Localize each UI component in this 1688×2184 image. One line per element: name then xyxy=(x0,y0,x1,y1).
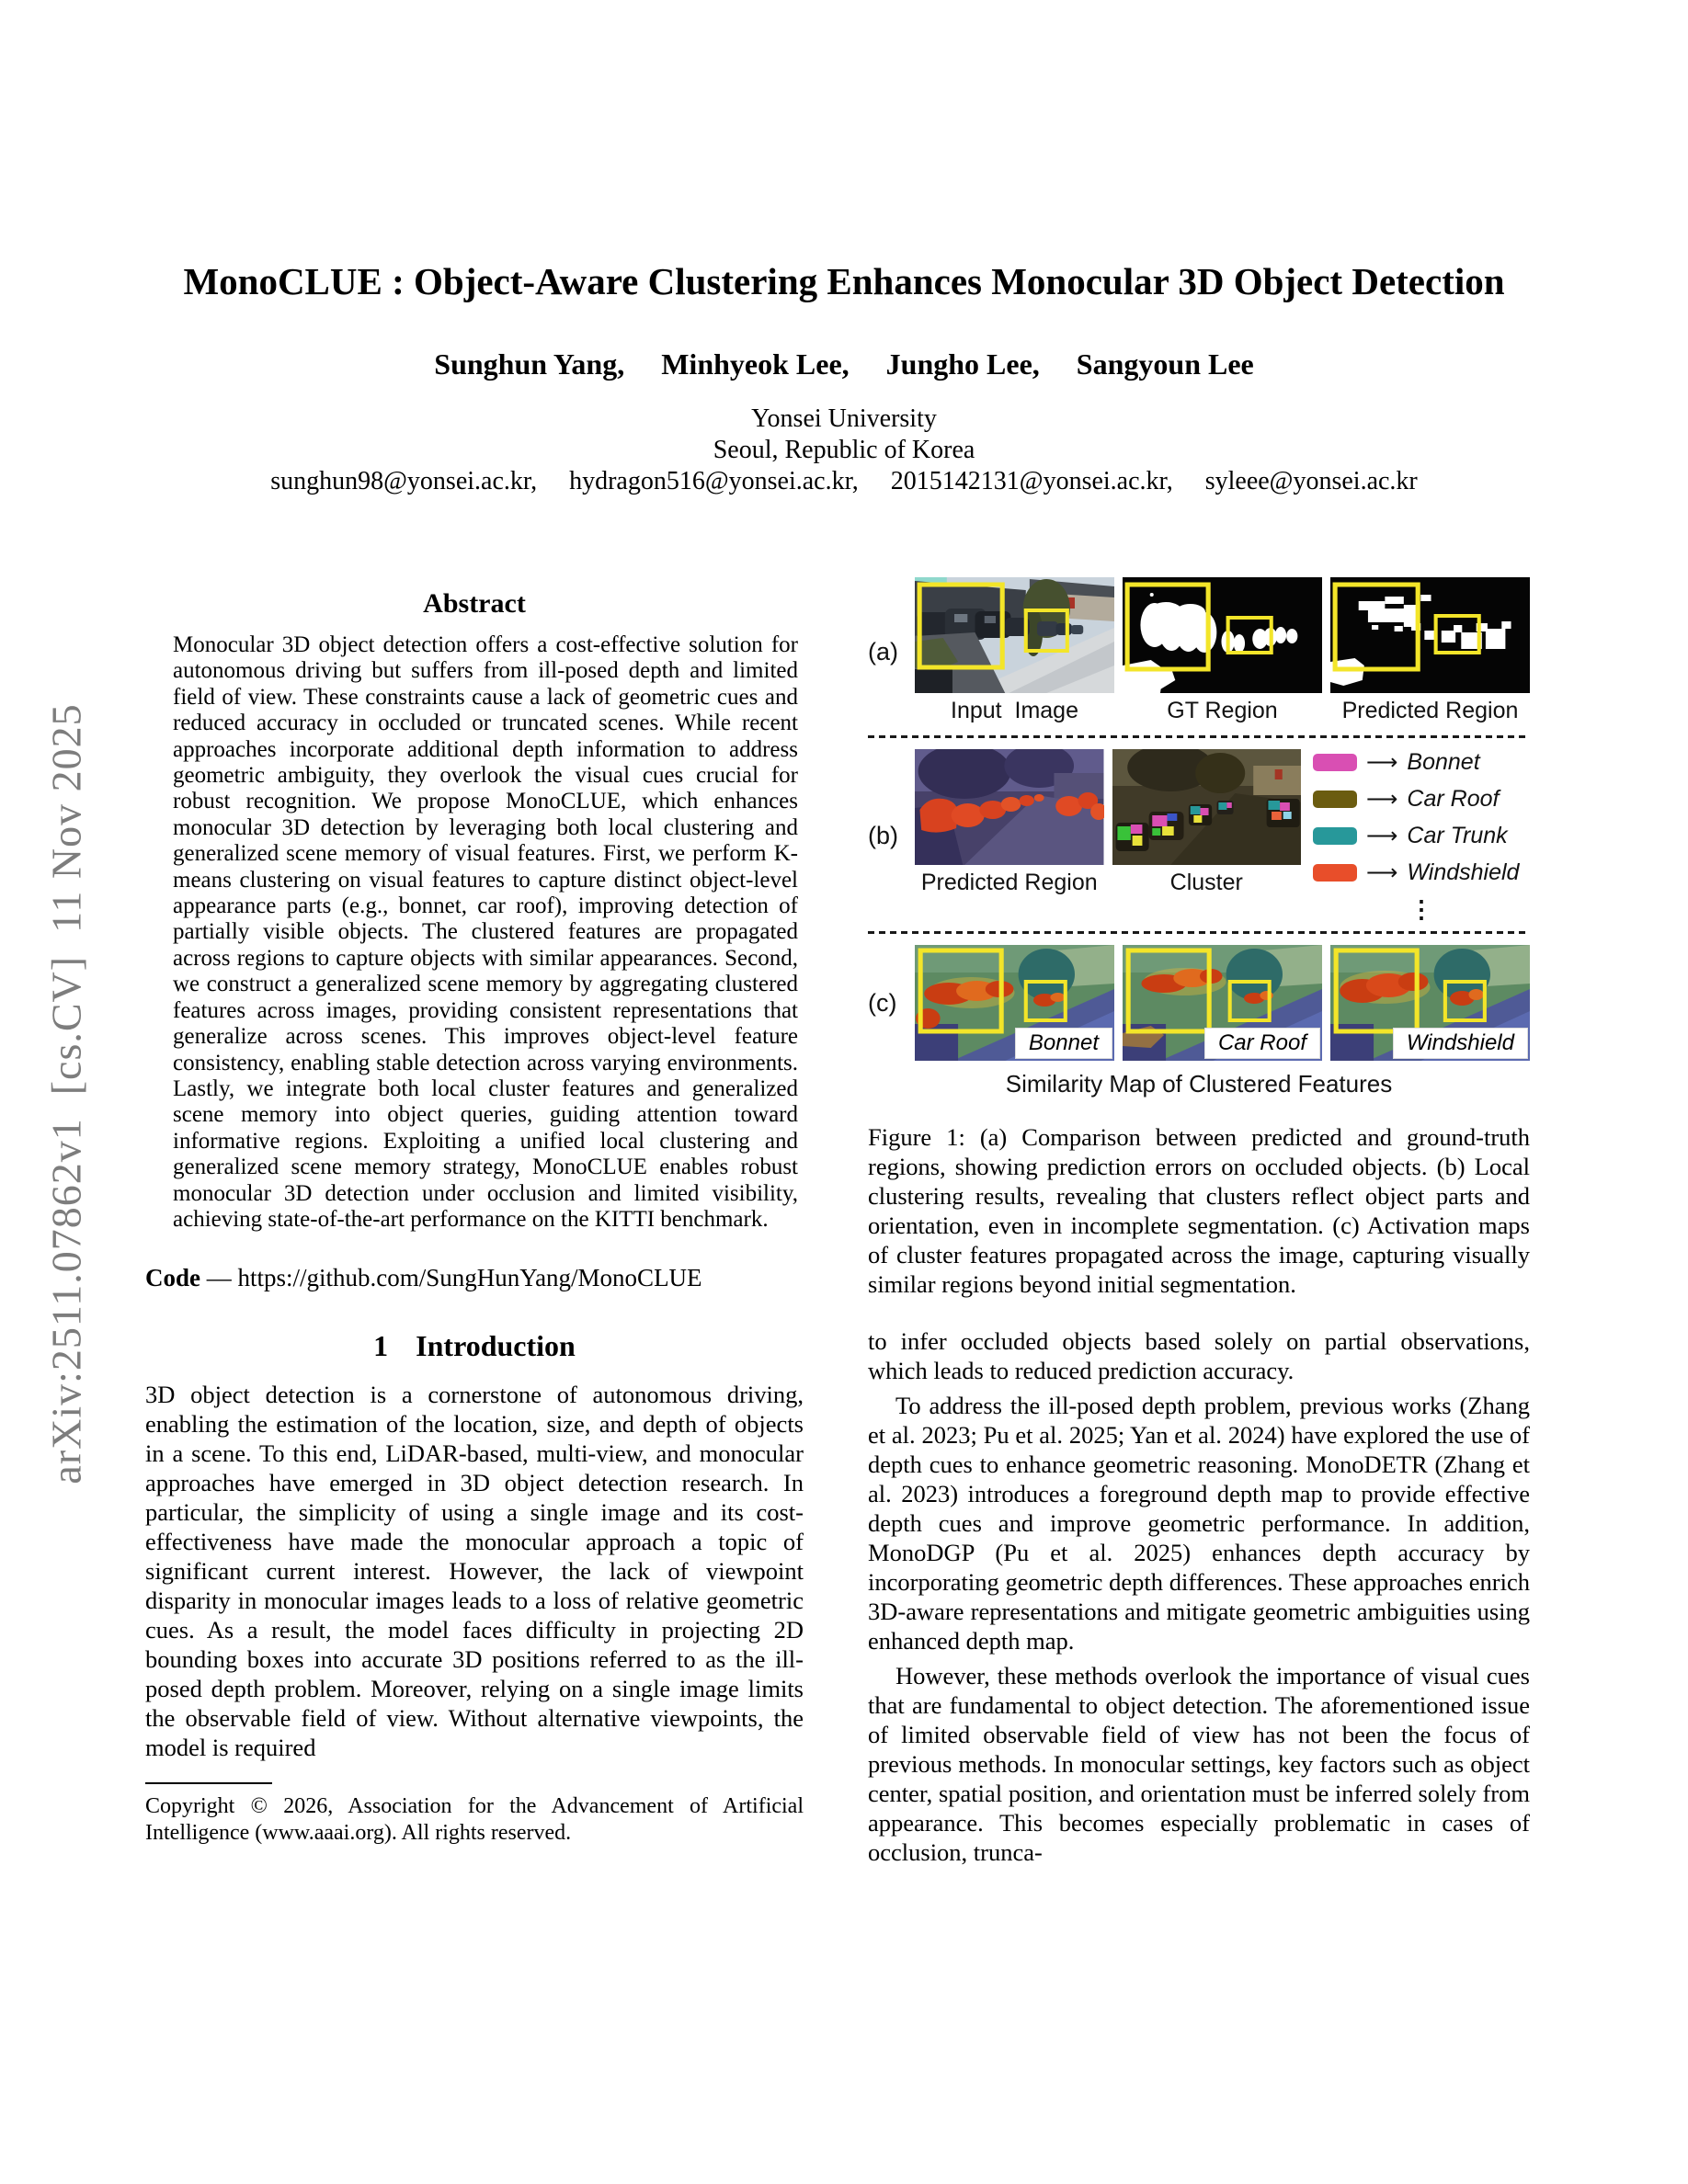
copyright-text: Copyright © 2026, Association for the Advancement of Artificial Intelligence (www.aaai.org). All rights reserved. xyxy=(145,1794,804,1846)
predicted-region-panel-a xyxy=(1330,577,1530,726)
author-list: Sunghun Yang, Minhyeok Lee, Jungho Lee, Sangyoun Lee xyxy=(434,347,1254,381)
input-image-thumbnail xyxy=(915,577,1114,693)
legend-arrow-icon: ⟶ xyxy=(1366,824,1398,848)
paper-title: MonoCLUE : Object-Aware Clustering Enhances Monocular 3D Object Detection xyxy=(183,260,1505,302)
predicted-region-thumbnail xyxy=(1330,577,1530,693)
section-heading-introduction xyxy=(145,1329,804,1363)
legend-arrow-icon: ⟶ xyxy=(1366,750,1398,775)
section-title: Introduction xyxy=(416,1329,576,1363)
input-image-caption: Input Image xyxy=(951,698,1078,723)
row-b-label: (b) xyxy=(868,821,898,849)
predicted-region-panel-b xyxy=(915,749,1104,922)
right-paragraph-1: to infer occluded objects based solely on partial observations, which leads to reduced prediction accuracy. xyxy=(868,1327,1530,1384)
cluster-thumbnail xyxy=(1112,749,1302,865)
legend-item-bonnet xyxy=(1313,749,1530,776)
arxiv-watermark: arXiv:2511.07862v1 [cs.CV] 11 Nov 2025 xyxy=(42,703,90,1484)
windshield-color-swatch xyxy=(1313,864,1357,882)
affiliation-city: Seoul, Republic of Korea xyxy=(713,436,975,464)
row-c-label: (c) xyxy=(868,988,897,1017)
bonnet-chip: Bonnet xyxy=(1016,1029,1112,1058)
predicted-region-caption-b: Predicted Region xyxy=(920,870,1098,895)
code-link-line xyxy=(145,1264,804,1292)
legend-arrow-icon: ⟶ xyxy=(1366,860,1398,885)
right-paragraph-2: To address the ill-posed depth problem, previous works (Zhang et al. 2023; Pu et al. 2025; Yan et al. 2024) have explored the use of depth cues to enhance geometric reasoning. MonoDETR (Zhang et al. 2023) introduces a foreground depth map to provide effective depth cues and improve geometric performance. In addition, MonoDGP (Pu et al. 2025) enhances depth accuracy by incorporating geometric depth differences. These approaches enrich 3D-aware representations and mitigate geometric ambiguities using enhanced depth map. xyxy=(868,1392,1530,1655)
car-roof-chip: Car Roof xyxy=(1205,1029,1319,1058)
similarity-map-car-roof-panel xyxy=(1123,945,1322,1061)
figure-1-caption: Figure 1: (a) Comparison between predicted and ground-truth regions, showing prediction errors on occluded objects. (b) Local clustering results, revealing that clusters reflect object parts and orientation, even in incomplete segmentation. (c) Activation maps of cluster features propagated across the image, capturing visually similar regions beyond initial segmentation. xyxy=(868,1123,1530,1298)
figure-divider-1 xyxy=(868,735,1530,738)
legend-label-car-trunk: Car Trunk xyxy=(1407,823,1508,848)
right-paragraph-3: However, these methods overlook the importance of visual cues that are fundamental to object detection. The aforementioned issue of limited observable field of view has not been the focus of previous methods. In monocular settings, key factors such as object center, spatial position, and orientation must be inferred solely from appearance. This becomes especially problematic in cases of occlusion, trunca- xyxy=(868,1662,1530,1866)
legend-label-windshield: Windshield xyxy=(1407,859,1520,885)
figure-row-c xyxy=(868,945,1530,1061)
input-image-panel xyxy=(915,577,1114,726)
gt-region-panel xyxy=(1123,577,1322,726)
predicted-region-caption-a: Predicted Region xyxy=(1341,698,1519,723)
abstract-heading: Abstract xyxy=(423,588,526,619)
legend-arrow-icon: ⟶ xyxy=(1366,787,1398,812)
predicted-overlay-thumbnail xyxy=(915,749,1104,865)
intro-paragraph: 3D object detection is a cornerstone of autonomous driving, enabling the estimation of the location, size, and depth of objects in a scene. To this end, LiDAR-based, multi-view, and monocular approaches have emerged in 3D object detection research. In particular, the simplicity of using a single image and its cost-effectiveness have made the monocular approach a topic of significant current interest. However, the lack of viewpoint disparity in monocular images leads to a loss of relative geometric cues. As a result, the model faces difficulty in projecting 2D bounding boxes into accurate 3D positions referred to as the ill-posed depth problem. Moreover, relying on a single image limits the observable field of view. Without alternative viewpoints, the model is required xyxy=(145,1381,804,1762)
gt-region-caption: GT Region xyxy=(1167,698,1278,723)
figure-divider-2 xyxy=(868,931,1530,934)
abstract-text: Monocular 3D object detection offers a cost-effective solution for autonomous driving but suffers from ill-posed depth and limited field of view. These constraints cause a lack of geometric cues and reduced accuracy in occluded or truncated scenes. While recent approaches incorporate additional depth information to address geometric ambiguity, they overlook the visual cues crucial for robust recognition. We propose MonoCLUE, which enhances monocular 3D detection by leveraging both local clustering and generalized scene memory of visual features. First, we perform K-means clustering on visual features to capture distinct object-level appearance parts (e.g., bonnet, car roof), improving detection of partially visible objects. The clustered features are propagated across regions to capture objects with similar appearances. Second, we construct a generalized scene memory by aggregating clustered features across images, providing consistent representations that generalize across scenes. This improves object-level feature consistency, enabling stable detection across varying environments. Lastly, we integrate both local cluster features and generalized scene memory into object queries, guiding attention toward informative regions. Exploiting a unified local clustering and generalized scene memory strategy, MonoCLUE enables robust monocular 3D detection under occlusion and limited visibility, achieving state-of-the-art performance on the KITTI benchmark. xyxy=(173,632,798,1232)
figure-1 xyxy=(868,577,1530,1299)
section-number: 1 xyxy=(373,1329,389,1363)
copyright-footnote xyxy=(145,1782,804,1847)
legend-ellipsis: ⋮ xyxy=(1409,896,1433,923)
left-column xyxy=(145,588,804,1847)
gt-region-thumbnail xyxy=(1123,577,1322,693)
cluster-panel xyxy=(1112,749,1302,922)
row-a-label: (a) xyxy=(868,637,898,665)
legend-item-car-trunk xyxy=(1313,823,1530,849)
code-label: Code xyxy=(145,1264,200,1292)
cluster-caption: Cluster xyxy=(1169,870,1243,895)
legend-item-windshield xyxy=(1313,859,1530,886)
similarity-map-windshield-panel xyxy=(1330,945,1530,1061)
affiliation-university: Yonsei University xyxy=(751,404,937,433)
cluster-legend xyxy=(1309,749,1530,922)
legend-label-bonnet: Bonnet xyxy=(1407,749,1480,775)
legend-label-car-roof: Car Roof xyxy=(1407,786,1500,812)
similarity-map-bonnet-panel xyxy=(915,945,1114,1061)
car-trunk-color-swatch xyxy=(1313,827,1357,845)
author-emails: sunghun98@yonsei.ac.kr, hydragon516@yonsei.ac.kr, 2015142131@yonsei.ac.kr, syleee@yonsei.ac.kr xyxy=(270,467,1418,495)
right-column xyxy=(868,577,1530,1867)
figure-row-a xyxy=(868,577,1530,726)
bonnet-color-swatch xyxy=(1313,754,1357,771)
code-url[interactable]: — https://github.com/SungHunYang/MonoCLUE xyxy=(200,1264,702,1292)
legend-item-car-roof xyxy=(1313,786,1530,813)
footnote-rule xyxy=(145,1782,272,1784)
similarity-map-subtitle: Similarity Map of Clustered Features xyxy=(1005,1070,1393,1098)
figure-row-b xyxy=(868,749,1530,922)
windshield-chip: Windshield xyxy=(1394,1029,1527,1058)
car-roof-color-swatch xyxy=(1313,791,1357,808)
